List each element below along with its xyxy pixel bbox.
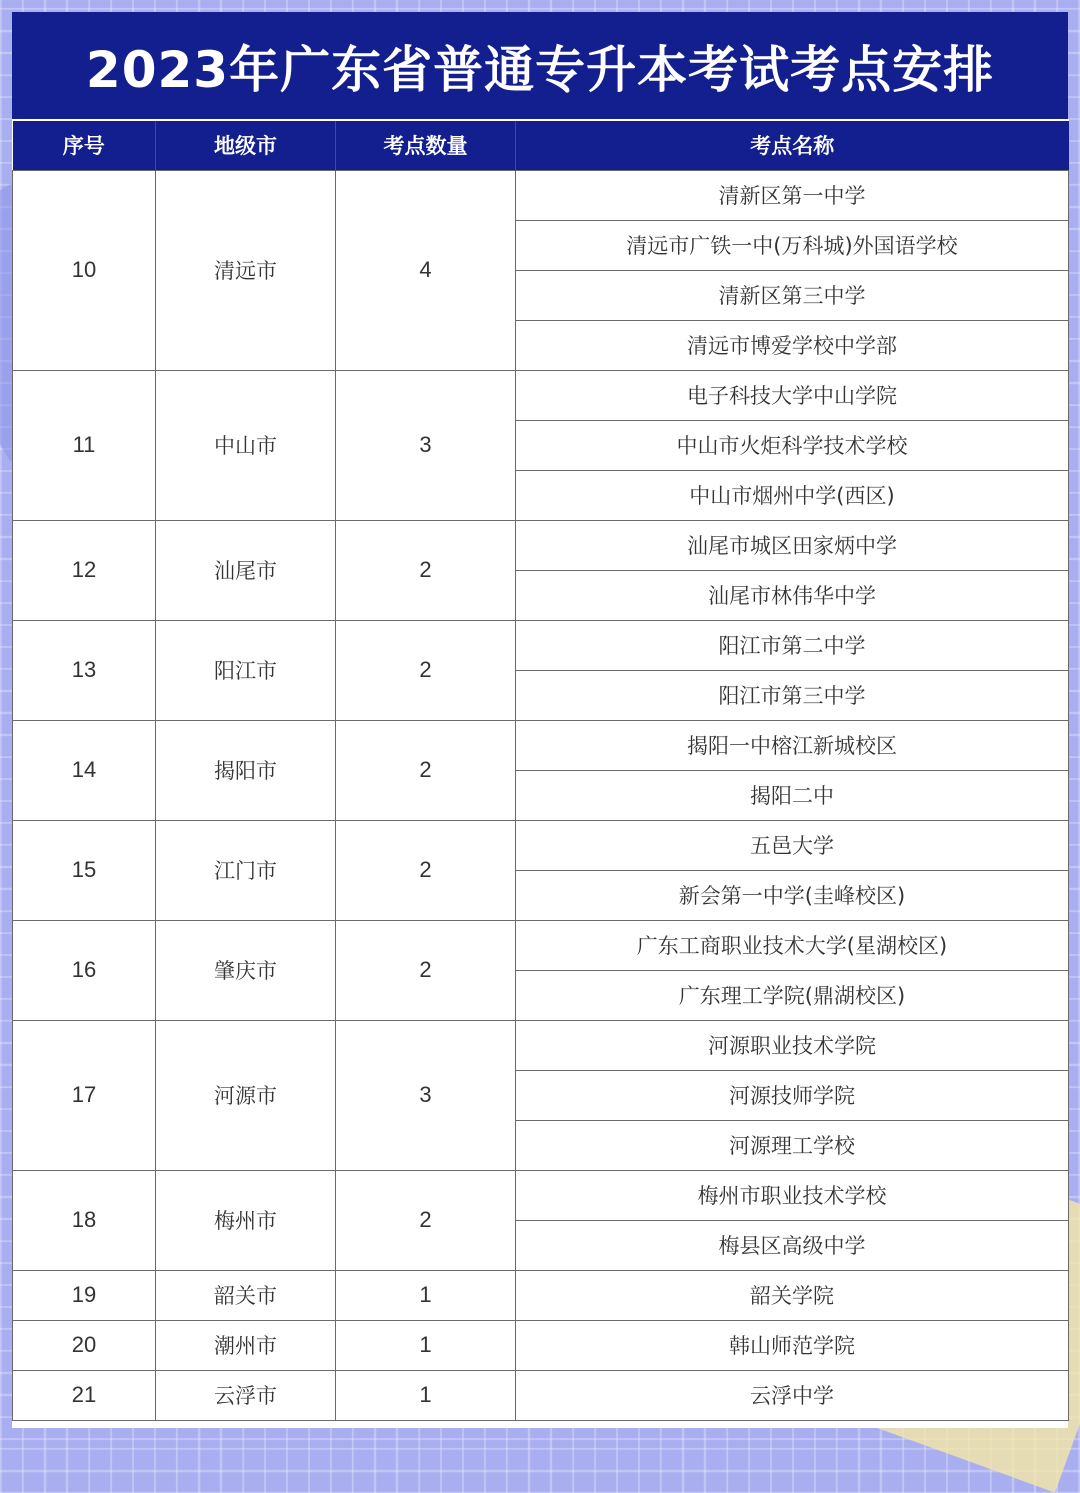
cell-site-count: 1	[336, 1320, 516, 1370]
column-header-no: 序号	[13, 120, 156, 170]
page-title: 2023年广东省普通专升本考试考点安排	[12, 12, 1068, 119]
table-row	[13, 1370, 1069, 1420]
cell-city: 江门市	[156, 820, 336, 920]
cell-site-name: 揭阳二中	[516, 770, 1069, 820]
cell-serial-no: 21	[13, 1370, 156, 1420]
cell-site-name: 清新区第一中学	[516, 170, 1069, 220]
cell-city: 中山市	[156, 370, 336, 520]
cell-site-name: 清新区第三中学	[516, 270, 1069, 320]
cell-city: 河源市	[156, 1020, 336, 1170]
table-row	[13, 170, 1069, 220]
table-header-row	[13, 120, 1069, 170]
cell-city: 阳江市	[156, 620, 336, 720]
table-row	[13, 1270, 1069, 1320]
cell-site-name: 河源职业技术学院	[516, 1020, 1069, 1070]
cell-city: 汕尾市	[156, 520, 336, 620]
column-header-count: 考点数量	[336, 120, 516, 170]
cell-site-count: 2	[336, 1170, 516, 1270]
cell-site-name: 广东理工学院(鼎湖校区)	[516, 970, 1069, 1020]
cell-site-name: 中山市烟州中学(西区)	[516, 470, 1069, 520]
cell-serial-no: 13	[13, 620, 156, 720]
cell-site-count: 2	[336, 820, 516, 920]
cell-site-name: 梅州市职业技术学校	[516, 1170, 1069, 1220]
cell-site-count: 2	[336, 620, 516, 720]
cell-site-name: 广东工商职业技术大学(星湖校区)	[516, 920, 1069, 970]
table-row	[13, 1020, 1069, 1070]
cell-city: 清远市	[156, 170, 336, 370]
cell-site-name: 汕尾市城区田家炳中学	[516, 520, 1069, 570]
cell-serial-no: 12	[13, 520, 156, 620]
cell-site-count: 3	[336, 1020, 516, 1170]
cell-site-count: 2	[336, 520, 516, 620]
cell-city: 梅州市	[156, 1170, 336, 1270]
cell-city: 云浮市	[156, 1370, 336, 1420]
cell-site-name: 云浮中学	[516, 1370, 1069, 1420]
cell-serial-no: 19	[13, 1270, 156, 1320]
cell-site-name: 河源理工学校	[516, 1120, 1069, 1170]
cell-site-count: 1	[336, 1370, 516, 1420]
cell-serial-no: 11	[13, 370, 156, 520]
cell-serial-no: 20	[13, 1320, 156, 1370]
table-row	[13, 1320, 1069, 1370]
exam-site-table	[12, 119, 1069, 1421]
table-body	[13, 170, 1069, 1420]
cell-city: 揭阳市	[156, 720, 336, 820]
cell-serial-no: 14	[13, 720, 156, 820]
column-header-city: 地级市	[156, 120, 336, 170]
cell-serial-no: 17	[13, 1020, 156, 1170]
cell-serial-no: 10	[13, 170, 156, 370]
table-row	[13, 820, 1069, 870]
cell-site-name: 清远市博爱学校中学部	[516, 320, 1069, 370]
cell-site-name: 阳江市第二中学	[516, 620, 1069, 670]
cell-serial-no: 16	[13, 920, 156, 1020]
cell-site-name: 汕尾市林伟华中学	[516, 570, 1069, 620]
cell-city: 潮州市	[156, 1320, 336, 1370]
table-row	[13, 520, 1069, 570]
cell-site-count: 2	[336, 720, 516, 820]
cell-site-count: 3	[336, 370, 516, 520]
cell-city: 肇庆市	[156, 920, 336, 1020]
table-row	[13, 1170, 1069, 1220]
table-row	[13, 920, 1069, 970]
cell-serial-no: 18	[13, 1170, 156, 1270]
cell-site-name: 清远市广铁一中(万科城)外国语学校	[516, 220, 1069, 270]
column-header-site: 考点名称	[516, 120, 1069, 170]
table-row	[13, 720, 1069, 770]
cell-site-name: 新会第一中学(圭峰校区)	[516, 870, 1069, 920]
cell-site-name: 河源技师学院	[516, 1070, 1069, 1120]
table-row	[13, 620, 1069, 670]
cell-site-name: 韩山师范学院	[516, 1320, 1069, 1370]
cell-site-name: 韶关学院	[516, 1270, 1069, 1320]
cell-site-name: 阳江市第三中学	[516, 670, 1069, 720]
cell-site-name: 中山市火炬科学技术学校	[516, 420, 1069, 470]
cell-site-name: 五邑大学	[516, 820, 1069, 870]
cell-site-name: 揭阳一中榕江新城校区	[516, 720, 1069, 770]
cell-serial-no: 15	[13, 820, 156, 920]
exam-site-card	[12, 12, 1068, 1428]
cell-site-name: 梅县区高级中学	[516, 1220, 1069, 1270]
cell-site-count: 4	[336, 170, 516, 370]
table-row	[13, 370, 1069, 420]
cell-city: 韶关市	[156, 1270, 336, 1320]
cell-site-count: 2	[336, 920, 516, 1020]
cell-site-name: 电子科技大学中山学院	[516, 370, 1069, 420]
cell-site-count: 1	[336, 1270, 516, 1320]
